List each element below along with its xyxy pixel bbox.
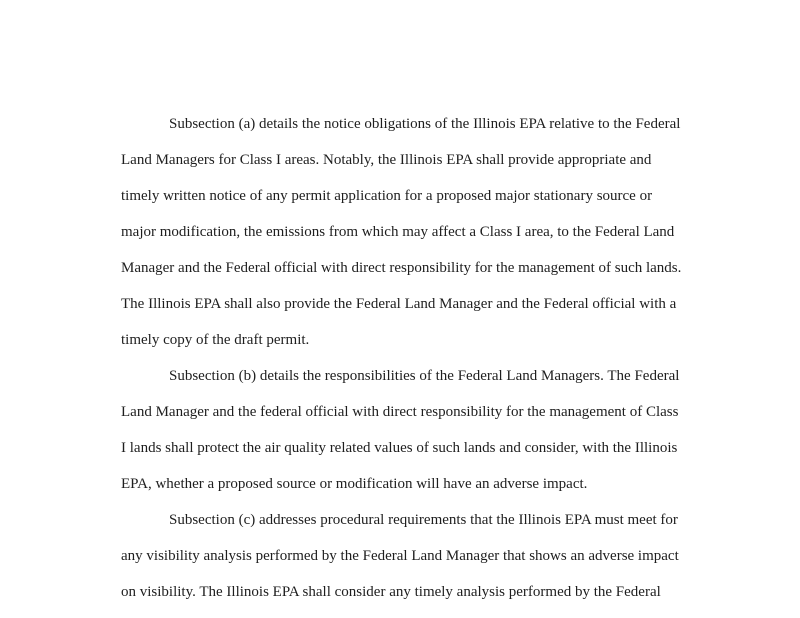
paragraph-subsection-c xyxy=(121,502,721,610)
text-line: timely copy of the draft permit. xyxy=(121,332,310,348)
text-line: on visibility. The Illinois EPA shall consider any timely analysis performed by the Federal xyxy=(121,584,661,600)
paragraph-subsection-b xyxy=(121,358,721,502)
text-line: Manager and the Federal official with direct responsibility for the management of such lands. xyxy=(121,260,682,276)
text-line: The Illinois EPA shall also provide the Federal Land Manager and the Federal official with a xyxy=(121,296,677,312)
text-line: Subsection (c) addresses procedural requirements that the Illinois EPA must meet for xyxy=(169,512,678,528)
text-line: Subsection (a) details the notice obligations of the Illinois EPA relative to the Federal xyxy=(169,116,681,132)
text-line: Subsection (b) details the responsibilities of the Federal Land Managers. The Federal xyxy=(169,368,680,384)
text-line: Land Managers for Class I areas. Notably, the Illinois EPA shall provide appropriate and xyxy=(121,152,652,168)
text-line: timely written notice of any permit application for a proposed major stationary source or xyxy=(121,188,653,204)
text-line: Land Manager and the federal official with direct responsibility for the management of Class xyxy=(121,404,679,420)
text-line: major modification, the emissions from which may affect a Class I area, to the Federal Land xyxy=(121,224,675,240)
paragraph-subsection-a xyxy=(121,106,721,358)
text-line: EPA, whether a proposed source or modification will have an adverse impact. xyxy=(121,476,588,492)
document-body xyxy=(121,106,721,610)
text-line: any visibility analysis performed by the Federal Land Manager that shows an adverse impact xyxy=(121,548,679,564)
text-line: I lands shall protect the air quality related values of such lands and consider, with the Illinois xyxy=(121,440,678,456)
